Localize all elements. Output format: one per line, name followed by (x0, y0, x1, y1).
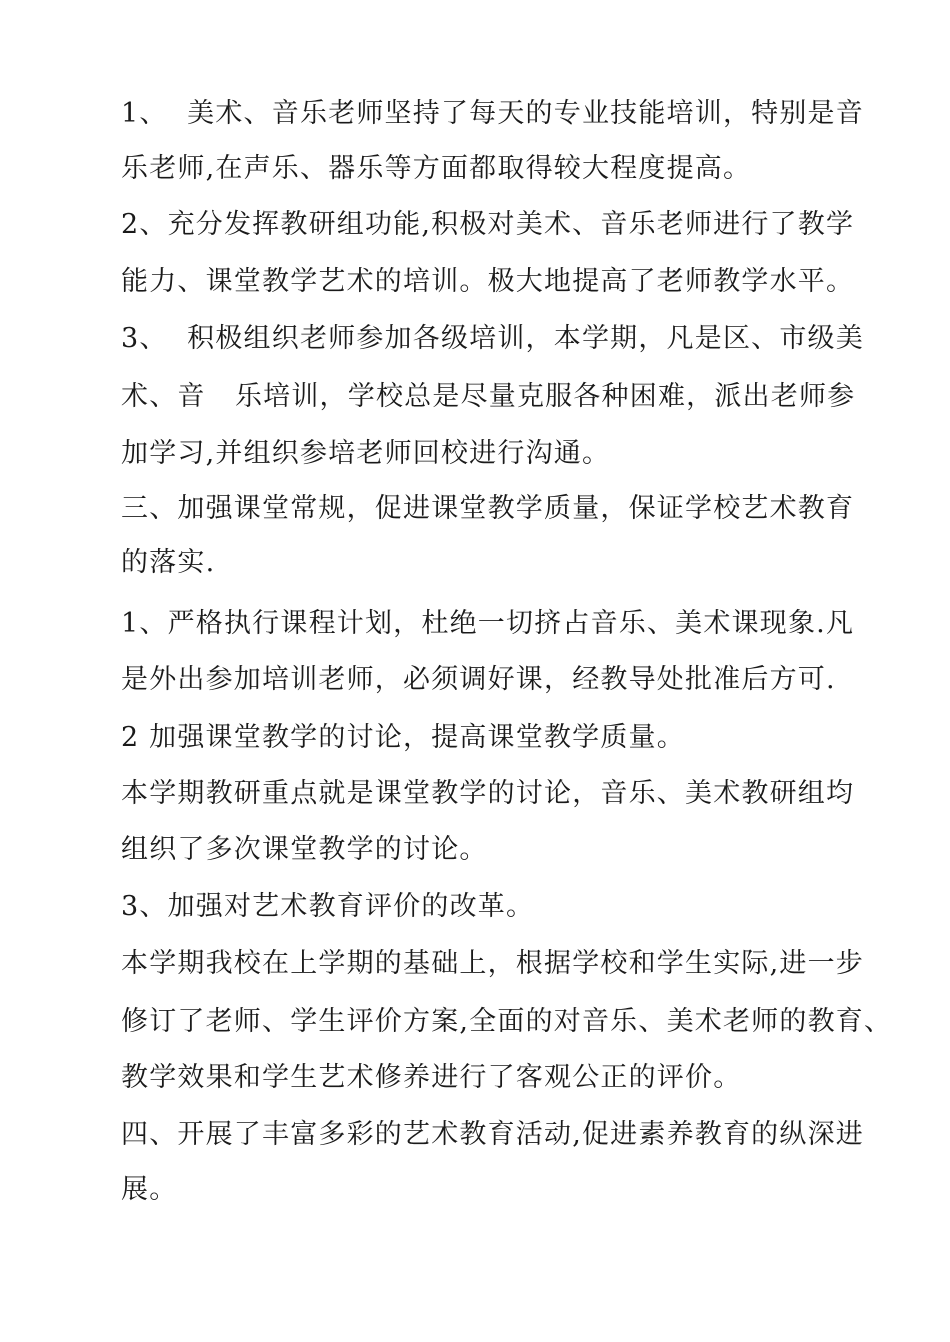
text-line: 2、充分发挥教研组功能,积极对美术、音乐老师进行了教学 (121, 209, 855, 240)
text-line: 乐老师,在声乐、器乐等方面都取得较大程度提高。 (121, 153, 752, 184)
text-line: 教学效果和学生艺术修养进行了客观公正的评价。 (121, 1062, 742, 1093)
text-line: 四、开展了丰富多彩的艺术教育活动,促进素养教育的纵深进 (121, 1119, 864, 1150)
text-line: 组织了多次课堂教学的讨论。 (121, 834, 488, 865)
text-line: 1、严格执行课程计划，杜绝一切挤占音乐、美术课现象.凡 (121, 608, 855, 639)
text-line: 能力、课堂教学艺术的培训。极大地提高了老师教学水平。 (121, 266, 855, 297)
text-line: 三、加强课堂常规，促进课堂教学质量，保证学校艺术教育 (121, 493, 855, 524)
text-line: 1、 美术、音乐老师坚持了每天的专业技能培训，特别是音 (121, 98, 864, 129)
text-line: 加学习,并组织参培老师回校进行沟通。 (121, 438, 611, 469)
text-line: 3、加强对艺术教育评价的改革。 (121, 891, 535, 922)
text-line: 是外出参加培训老师，必须调好课，经教导处批准后方可. (121, 664, 836, 695)
text-line: 术、音 乐培训，学校总是尽量克服各种困难，派出老师参 (121, 381, 856, 412)
text-line: 3、 积极组织老师参加各级培训，本学期，凡是区、市级美 (121, 323, 864, 354)
text-line: 的落实. (121, 547, 216, 578)
text-line: 本学期教研重点就是课堂教学的讨论，音乐、美术教研组均 (121, 778, 855, 809)
text-line: 修订了老师、学生评价方案,全面的对音乐、美术老师的教育、 (121, 1006, 893, 1037)
text-line: 本学期我校在上学期的基础上，根据学校和学生实际,进一步 (121, 948, 864, 979)
text-line: 展。 (121, 1174, 178, 1205)
text-line: 2 加强课堂教学的讨论，提高课堂教学质量。 (121, 722, 685, 753)
